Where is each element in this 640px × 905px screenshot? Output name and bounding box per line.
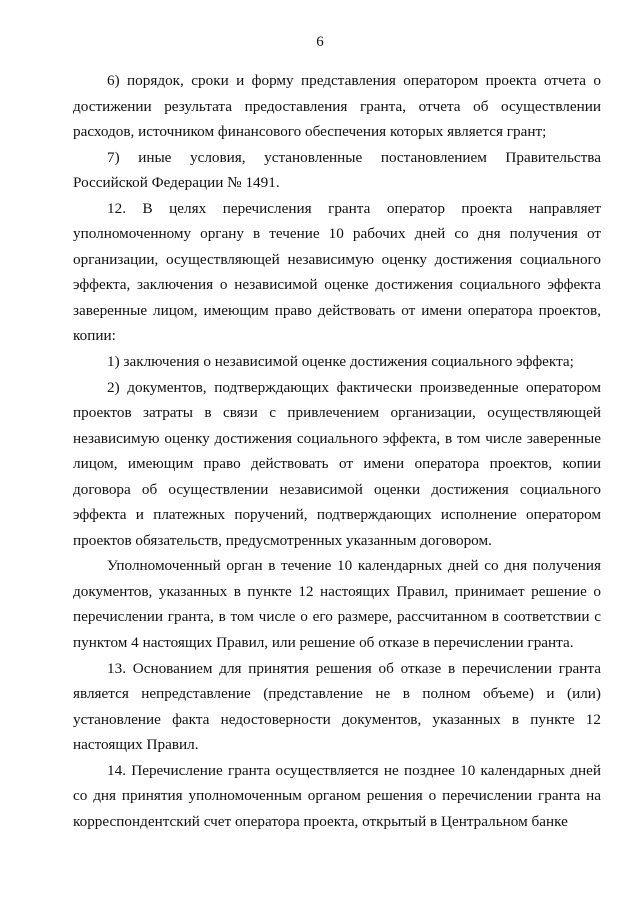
paragraph-clause-13: 13. Основанием для принятия решения об отказе в перечислении гранта является непредставление (представление не в полном объеме) и (или) установление факта недостоверности документов, указанных в пункте 12 настоящих Правил.: [73, 659, 601, 754]
paragraph-subitem-1: 1) заключения о независимой оценке достижения социального эффекта;: [107, 353, 574, 371]
paragraph-clause-14: 14. Перечисление гранта осуществляется не позднее 10 календарных дней со дня принятия уполномоченным органом решения о перечислении гранта на корреспондентский счет оператора проекта, открытый в Центральном банке: [73, 761, 601, 830]
paragraph-item-7: 7) иные условия, установленные постановлением Правительства Российской Федерации № 1491.: [73, 148, 601, 192]
page-number: 6: [316, 34, 324, 50]
paragraph-subitem-2: 2) документов, подтверждающих фактически произведенные оператором проектов затраты в связи с привлечением организации, осуществляющей независимую оценку достижения социального эффекта, в том числе заверенные лицом, имеющим право действовать от имени оператора проектов, копии договора об осуществлении независимой оценки достижения социального эффекта и платежных поручений, подтверждающих исполнение оператором проектов обязательств, предусмотренных указанным договором.: [73, 378, 601, 549]
document-body: [73, 68, 601, 834]
paragraph-clause-12: 12. В целях перечисления гранта оператор проекта направляет уполномоченному органу в течение 10 рабочих дней со дня получения от организации, осуществляющей независимую оценку достижения социального эффекта, заключения о независимой оценке достижения социального эффекта заверенные лицом, имеющим право действовать от имени оператора проектов, копии:: [73, 199, 601, 345]
paragraph-authority-decision: Уполномоченный орган в течение 10 календарных дней со дня получения документов, указанных в пункте 12 настоящих Правил, принимает решение о перечислении гранта, в том числе о его размере, рассчитанном в соответствии с пунктом 4 настоящих Правил, или решение об отказе в перечислении гранта.: [73, 557, 601, 652]
paragraph-item-6: 6) порядок, сроки и форму представления оператором проекта отчета о достижении результата предоставления гранта, отчета об осуществлении расходов, источником финансового обеспечения которых является грант;: [73, 72, 601, 141]
